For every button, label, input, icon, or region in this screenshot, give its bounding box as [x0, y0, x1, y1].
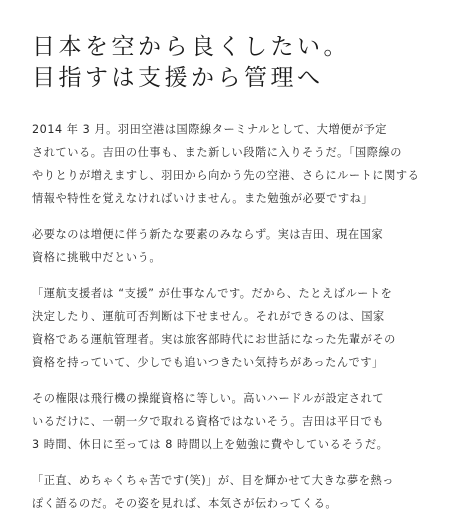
paragraph-line: 必要なのは増便に伴う新たな要素のみならず。実は吉田、現在国家 [32, 228, 384, 241]
paragraph [32, 223, 450, 269]
article-body [32, 118, 450, 515]
paragraph-line: 2014 年 3 月。羽田空港は国際線ターミナルとして、大増便が予定 [32, 123, 388, 136]
paragraph-line: 3 時間、休日に至っては 8 時間以上を勉強に費やしているそうだ。 [32, 438, 389, 451]
paragraph-line: 情報や特性を覚えなければいけません。また勉強が必要ですね」 [32, 192, 374, 205]
paragraph-line: その権限は飛行機の操縦資格に等しい。高いハードルが設定されて [32, 392, 385, 405]
headline-line: 目指すは支援から管理へ [32, 65, 324, 91]
paragraph-line: 「運航支援者は “支援” が仕事なんです。だから、たとえばルートを [32, 287, 393, 300]
paragraph-line: されている。吉田の仕事も、また新しい段階に入りそうだ。「国際線の [32, 146, 403, 159]
paragraph-line: 資格を持っていて、少しでも追いつきたい気持ちがあったんです」 [32, 356, 384, 369]
paragraph [32, 387, 450, 456]
headline-line: 日本を空から良くしたい。 [32, 34, 350, 60]
headline [32, 32, 450, 94]
paragraph-line: いるだけに、一朝一夕で取れる資格ではないそう。吉田は平日でも [32, 415, 385, 428]
paragraph-line: 資格である運航管理者。実は旅客部時代にお世話になった先輩がその [32, 333, 396, 346]
paragraph-line: ぽく語るのだ。その姿を見れば、本気さが伝わってくる。 [32, 497, 338, 510]
paragraph-line: 「正直、めちゃくちゃ苦です(笑)」が、目を輝かせて大きな夢を熱っ [32, 474, 394, 487]
paragraph [32, 118, 450, 210]
paragraph [32, 469, 450, 515]
paragraph-line: やりとりが増えますし、羽田から向かう先の空港、さらにルートに関する [32, 169, 420, 182]
paragraph-line: 資格に挑戦中だという。 [32, 251, 162, 264]
paragraph [32, 282, 450, 374]
paragraph-line: 決定したり、運航可否判断は下せません。それができるのは、国家 [32, 310, 385, 323]
